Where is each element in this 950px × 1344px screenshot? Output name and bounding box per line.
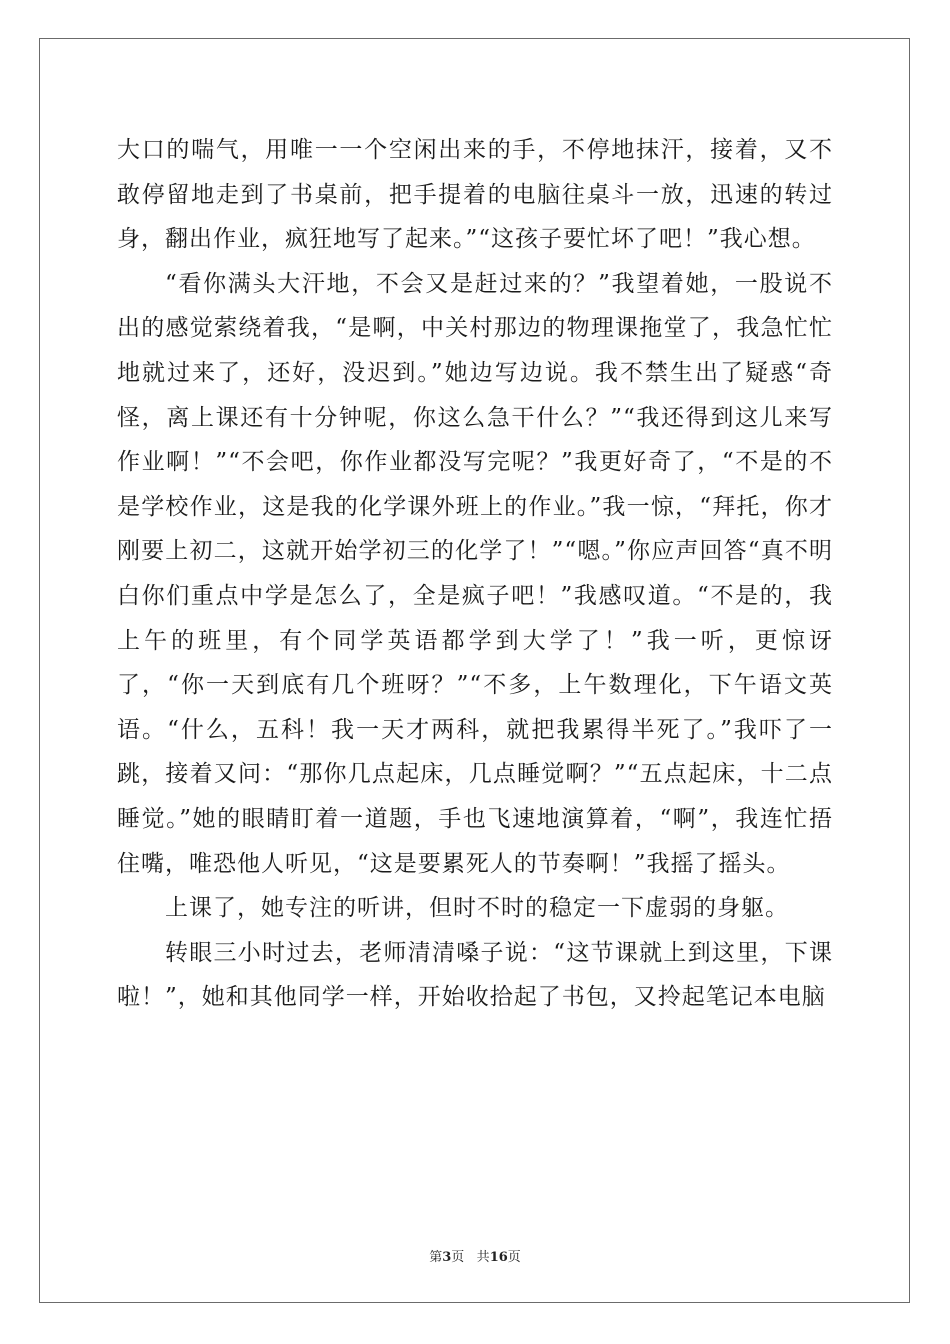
page-prefix: 第 bbox=[429, 1250, 443, 1265]
page-suffix: 页 bbox=[451, 1250, 465, 1265]
document-body bbox=[117, 128, 833, 1020]
paragraph-1: 大口的喘气，用唯一一个空闲出来的手，不停地抹汗，接着，又不敢停留地走到了书桌前，把手提着的电脑往桌斗一放，迅速的转过身，翻出作业，疯狂地写了起来。”“这孩子要忙坏了吧！”我心想。 bbox=[117, 137, 833, 253]
page-footer bbox=[0, 1246, 950, 1265]
total-pages: 16 bbox=[489, 1250, 508, 1265]
paragraph-3: 上课了，她专注的听讲，但时不时的稳定一下虚弱的身躯。 bbox=[165, 895, 789, 922]
total-suffix: 页 bbox=[507, 1250, 521, 1265]
page-number: 3 bbox=[442, 1250, 452, 1265]
total-prefix: 共 bbox=[476, 1250, 490, 1265]
paragraph-2: “看你满头大汗地，不会又是赶过来的？”我望着她，一股说不出的感觉萦绕着我，“是啊，中关村那边的物理课拖堂了，我急忙忙地就过来了，还好，没迟到。”她边写边说。我不禁生出了疑惑“奇怪，离上课还有十分钟呢，你这么急干什么？”“我还得到这儿来写作业啊！”“不会吧，你作业都没写完呢？”我更好奇了，“不是的不是学校作业，这是我的化学课外班上的作业。”我一惊，“拜托，你才刚要上初二，这就开始学初三的化学了！”“嗯。”你应声回答“真不明白你们重点中学是怎么了，全是疯子吧！”我感叹道。“不是的，我上午的班里，有个同学英语都学到大学了！”我一听，更惊讶了，“你一天到底有几个班呀？”“不多，上午数理化，下午语文英语。“什么，五科！我一天才两科，就把我累得半死了。”我吓了一跳，接着又问：“那你几点起床，几点睡觉啊？”“五点起床，十二点睡觉。”她的眼睛盯着一道题，手也飞速地演算着，“啊”，我连忙捂住嘴，唯恐他人听见，“这是要累死人的节奏啊！”我摇了摇头。 bbox=[117, 270, 833, 877]
paragraph-4: 转眼三小时过去，老师清清嗓子说：“这节课就上到这里，下课啦！”，她和其他同学一样，开始收拾起了书包，又拎起笔记本电脑 bbox=[117, 939, 833, 1011]
